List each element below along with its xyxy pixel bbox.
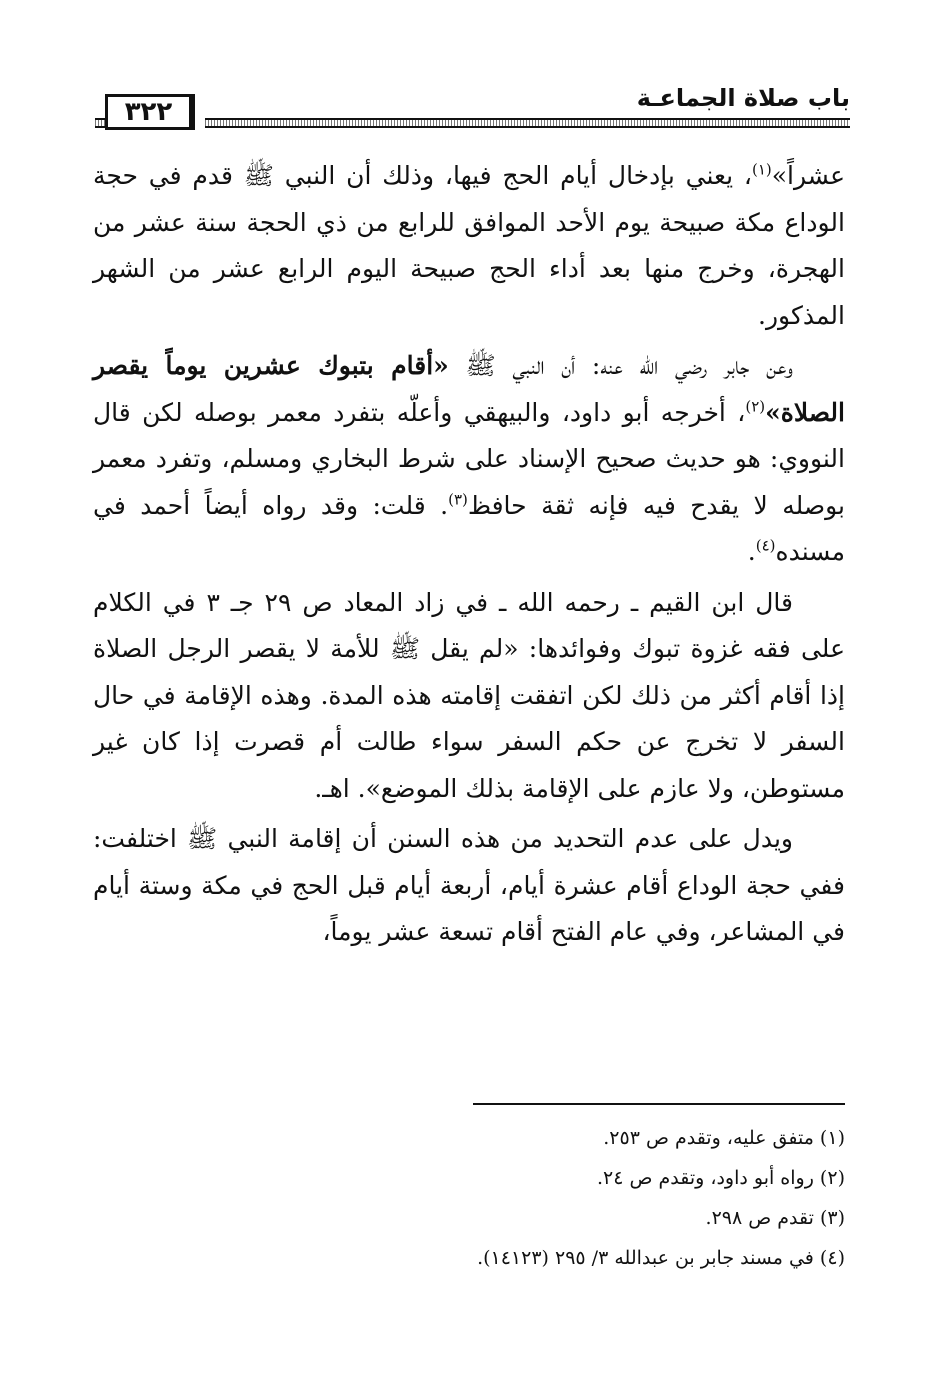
chapter-title: باب صلاة الجماعـة [636,84,850,112]
paragraph-1 [93,153,845,339]
footnote-2: (٢) رواه أبو داود، وتقدم ص ٢٤. [596,1167,845,1189]
paragraph-2 [93,343,845,576]
paragraph-2-end: . [747,537,756,566]
paragraph-2-text: ، أخرجه أبو داود، والبيهقي وأعلّه بتفرد معمر بوصله لكن قال النووي: هو حديث صحيح الإسناد على شرط البخاري ومسلم، وتفرد معمر بوصله لا يقدح فيه فإنه ثقة حافظ [93,397,845,520]
footnote-ref-1: (١) [751,160,772,179]
footnote-4: (٤) في مسند جابر بن عبدالله ٣/ ٢٩٥ (١٤١٢٣). [477,1247,845,1269]
footnote-ref-4: (٤) [755,536,776,555]
main-text [93,153,845,960]
paragraph-1-quote-end: عشراً» [771,161,845,190]
paragraph-2-intro: وعن جابر رضي الله عنه: أن النبي ﷺ [448,351,794,380]
page-number: ٣٢٢ [105,94,195,130]
hadith-quote: «أقام بتبوك عشرين يوماً يقصر الصلاة» [93,351,845,427]
footnote-1: (١) متفق عليه، وتقدم ص ٢٥٣. [603,1127,845,1149]
paragraph-4: ويدل على عدم التحديد من هذه السنن أن إقامة النبي ﷺ اختلفت: ففي حجة الوداع أقام عشرة أيام، أربعة أيام قبل الحج في مكة وستة أيام في المشاعر، وفي عام الفتح أقام تسعة عشر يوماً، [93,824,845,946]
page-header [95,80,850,132]
paragraph-2-tail: . قلت: وقد رواه أيضاً أحمد في مسنده [93,490,845,566]
footnote-ref-3: (٣) [448,490,468,509]
header-rule [205,118,850,128]
footnote-ref-2: (٢) [745,397,766,416]
footnotes [93,1118,845,1278]
paragraph-3: قال ابن القيم ـ رحمه الله ـ في زاد المعاد ص ٢٩ جـ ٣ في الكلام على فقه غزوة تبوك وفوائدها: «لم يقل ﷺ للأمة لا يقصر الرجل الصلاة إذا أقام أكثر من ذلك لكن اتفقت إقامته هذه المدة. وهذه الإقامة في حال السفر لا تخرج عن حكم السفر سواء طالت أم قصرت إذا كان غير مستوطن، ولا عازم على الإقامة بذلك الموضع». اهـ. [93,587,845,803]
header-rule-left [95,118,105,128]
footnote-3: (٣) تقدم ص ٢٩٨. [705,1207,845,1229]
footnote-divider [473,1103,845,1105]
paragraph-1-text: ، يعني بإدخال أيام الحج فيها، وذلك أن النبي ﷺ قدم في حجة الوداع مكة صبيحة يوم الأحد الموافق للرابع من ذي الحجة سنة عشر من الهجرة، وخرج منها بعد أداء الحج صبيحة اليوم الرابع عشر من الشهر المذكور. [93,161,845,330]
